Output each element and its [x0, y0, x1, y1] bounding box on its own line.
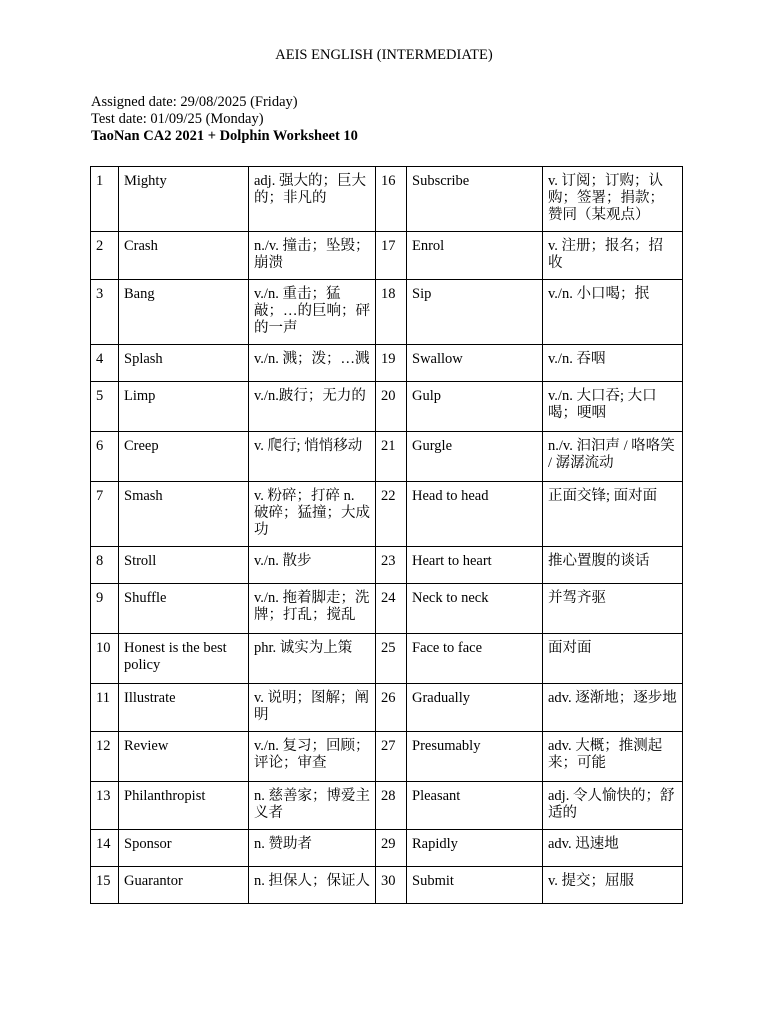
- entry-number: 22: [376, 482, 407, 547]
- entry-definition: v./n. 吞咽: [543, 345, 683, 382]
- entry-number: 17: [376, 232, 407, 280]
- entry-definition: adj. 强大的；巨大的；非凡的: [249, 167, 376, 232]
- entry-word: Splash: [119, 345, 249, 382]
- table-row: [91, 684, 683, 732]
- table-row: [91, 345, 683, 382]
- entry-number: 16: [376, 167, 407, 232]
- entry-number: 12: [91, 732, 119, 782]
- entry-number: 28: [376, 782, 407, 830]
- entry-definition: v. 订阅；订购；认购；签署；捐款；赞同（某观点）: [543, 167, 683, 232]
- table-row: [91, 482, 683, 547]
- entry-definition: 推心置腹的谈话: [543, 547, 683, 584]
- entry-word: Heart to heart: [407, 547, 543, 584]
- table-row: [91, 382, 683, 432]
- entry-number: 10: [91, 634, 119, 684]
- entry-definition: 并驾齐驱: [543, 584, 683, 634]
- entry-number: 15: [91, 867, 119, 904]
- entry-word: Creep: [119, 432, 249, 482]
- entry-definition: n. 担保人；保证人: [249, 867, 376, 904]
- table-row: [91, 432, 683, 482]
- table-row: [91, 782, 683, 830]
- entry-word: Review: [119, 732, 249, 782]
- entry-number: 7: [91, 482, 119, 547]
- table-row: [91, 232, 683, 280]
- entry-number: 24: [376, 584, 407, 634]
- entry-definition: v./n. 小口喝；抿: [543, 280, 683, 345]
- vocabulary-table: [90, 166, 683, 904]
- entry-number: 20: [376, 382, 407, 432]
- entry-definition: adj. 令人愉快的；舒适的: [543, 782, 683, 830]
- entry-number: 14: [91, 830, 119, 867]
- entry-definition: adv. 大概；推测起来；可能: [543, 732, 683, 782]
- entry-word: Limp: [119, 382, 249, 432]
- entry-definition: adv. 逐渐地；逐步地: [543, 684, 683, 732]
- entry-word: Submit: [407, 867, 543, 904]
- entry-number: 6: [91, 432, 119, 482]
- table-row: [91, 584, 683, 634]
- entry-number: 11: [91, 684, 119, 732]
- entry-number: 3: [91, 280, 119, 345]
- test-date: Test date: 01/09/25 (Monday): [91, 111, 264, 127]
- entry-definition: v. 说明；图解；阐明: [249, 684, 376, 732]
- table-row: [91, 867, 683, 904]
- entry-word: Neck to neck: [407, 584, 543, 634]
- entry-number: 29: [376, 830, 407, 867]
- entry-word: Subscribe: [407, 167, 543, 232]
- entry-word: Enrol: [407, 232, 543, 280]
- entry-word: Sip: [407, 280, 543, 345]
- entry-word: Shuffle: [119, 584, 249, 634]
- entry-definition: n. 慈善家；博爱主义者: [249, 782, 376, 830]
- entry-definition: v./n. 大口吞; 大口喝；哽咽: [543, 382, 683, 432]
- entry-definition: 面对面: [543, 634, 683, 684]
- table-row: [91, 280, 683, 345]
- entry-number: 13: [91, 782, 119, 830]
- table-row: [91, 167, 683, 232]
- entry-number: 21: [376, 432, 407, 482]
- entry-word: Crash: [119, 232, 249, 280]
- entry-number: 9: [91, 584, 119, 634]
- entry-definition: v./n. 重击；猛敲；…的巨响；砰的一声: [249, 280, 376, 345]
- entry-definition: v./n. 拖着脚走；洗牌；打乱；搅乱: [249, 584, 376, 634]
- entry-word: Smash: [119, 482, 249, 547]
- table-row: [91, 547, 683, 584]
- entry-definition: v./n. 溅；泼；…溅: [249, 345, 376, 382]
- entry-definition: phr. 诚实为上策: [249, 634, 376, 684]
- entry-definition: 正面交锋; 面对面: [543, 482, 683, 547]
- entry-definition: n. 赞助者: [249, 830, 376, 867]
- entry-number: 5: [91, 382, 119, 432]
- entry-word: Bang: [119, 280, 249, 345]
- entry-word: Sponsor: [119, 830, 249, 867]
- entry-word: Swallow: [407, 345, 543, 382]
- header-info: [91, 94, 358, 145]
- entry-definition: v. 粉碎；打碎 n. 破碎；猛撞；大成功: [249, 482, 376, 547]
- entry-number: 27: [376, 732, 407, 782]
- entry-word: Honest is the best policy: [119, 634, 249, 684]
- entry-word: Pleasant: [407, 782, 543, 830]
- entry-word: Stroll: [119, 547, 249, 584]
- entry-word: Philanthropist: [119, 782, 249, 830]
- entry-definition: adv. 迅速地: [543, 830, 683, 867]
- entry-word: Guarantor: [119, 867, 249, 904]
- table-row: [91, 732, 683, 782]
- entry-word: Rapidly: [407, 830, 543, 867]
- entry-number: 19: [376, 345, 407, 382]
- entry-word: Illustrate: [119, 684, 249, 732]
- worksheet-title: TaoNan CA2 2021 + Dolphin Worksheet 10: [91, 128, 358, 144]
- entry-definition: n./v. 撞击；坠毁；崩溃: [249, 232, 376, 280]
- entry-word: Gurgle: [407, 432, 543, 482]
- entry-number: 26: [376, 684, 407, 732]
- entry-definition: v. 注册；报名；招收: [543, 232, 683, 280]
- entry-word: Face to face: [407, 634, 543, 684]
- entry-word: Mighty: [119, 167, 249, 232]
- entry-number: 1: [91, 167, 119, 232]
- entry-definition: v./n.跛行；无力的: [249, 382, 376, 432]
- table-row: [91, 830, 683, 867]
- entry-number: 23: [376, 547, 407, 584]
- entry-definition: v. 提交；屈服: [543, 867, 683, 904]
- entry-number: 25: [376, 634, 407, 684]
- entry-number: 30: [376, 867, 407, 904]
- entry-definition: v./n. 散步: [249, 547, 376, 584]
- table-row: [91, 634, 683, 684]
- page-title: AEIS ENGLISH (INTERMEDIATE): [275, 47, 493, 63]
- entry-definition: v./n. 复习；回顾；评论；审查: [249, 732, 376, 782]
- entry-definition: v. 爬行; 悄悄移动: [249, 432, 376, 482]
- entry-number: 4: [91, 345, 119, 382]
- entry-number: 2: [91, 232, 119, 280]
- entry-word: Gulp: [407, 382, 543, 432]
- entry-number: 18: [376, 280, 407, 345]
- entry-word: Presumably: [407, 732, 543, 782]
- entry-word: Gradually: [407, 684, 543, 732]
- entry-word: Head to head: [407, 482, 543, 547]
- entry-number: 8: [91, 547, 119, 584]
- entry-definition: n./v. 汩汩声 / 咯咯笑 / 潺潺流动: [543, 432, 683, 482]
- assigned-date: Assigned date: 29/08/2025 (Friday): [91, 94, 298, 110]
